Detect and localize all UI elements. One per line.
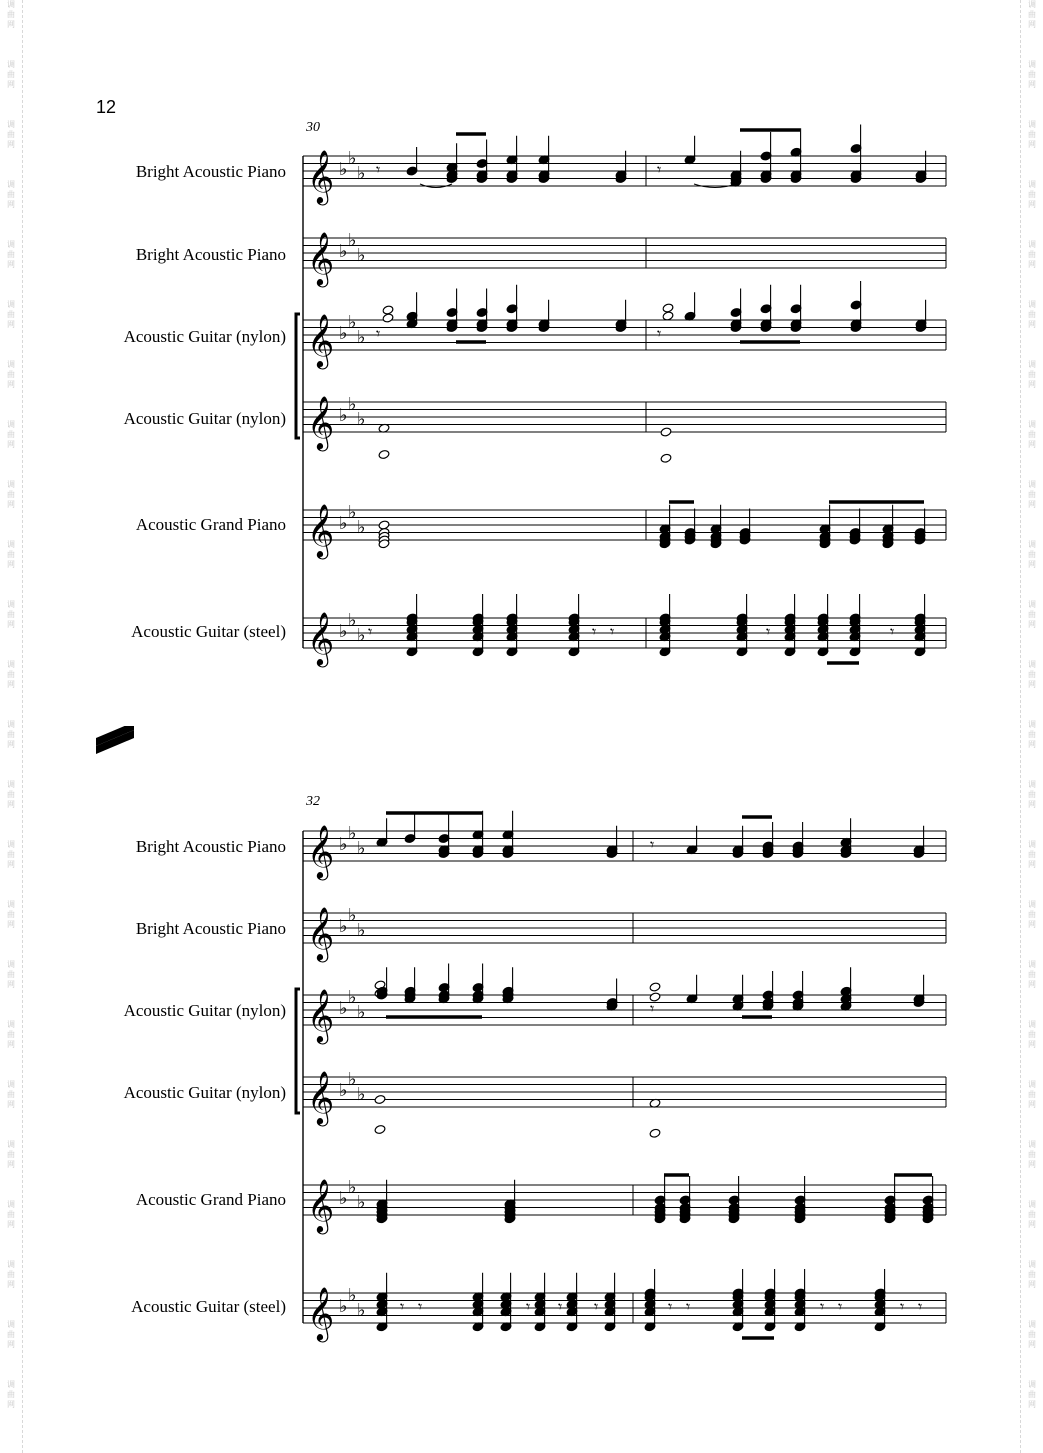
note-head	[660, 427, 672, 437]
instrument-name: Acoustic Guitar (steel)	[131, 1297, 286, 1316]
instrument-name: Acoustic Guitar (nylon)	[123, 409, 286, 428]
eighth-rest: 𝄾	[918, 1296, 923, 1316]
instrument-name: Bright Acoustic Piano	[135, 837, 286, 856]
instrument-name: Bright Acoustic Piano	[135, 245, 286, 264]
flat-sign: ♭	[348, 311, 357, 333]
eighth-rest: 𝄾	[766, 621, 771, 641]
eighth-rest: 𝄾	[838, 1296, 843, 1316]
flat-sign: ♭	[339, 1296, 348, 1317]
instrument-name: Acoustic Guitar (nylon)	[123, 1001, 286, 1020]
eighth-rest: 𝄾	[400, 1296, 405, 1316]
flat-sign: ♭	[339, 1188, 348, 1209]
treble-clef: 𝄞	[307, 1178, 335, 1232]
flat-sign: ♭	[348, 501, 357, 523]
treble-clef: 𝄞	[307, 1070, 335, 1124]
eighth-rest: 𝄾	[900, 1296, 905, 1316]
eighth-rest: 𝄾	[610, 621, 615, 641]
right-watermark-strip: 调 曲 网 调 曲 网 调 曲 网 调 曲 网 调 曲 网 调 曲 网 调 曲 网 调 曲 网 调 曲 网 调 曲 网 调 曲 网 调 曲 网 调 曲 网 调 曲 网 调 曲 网 调 曲 网 调 曲 网 调 曲 网 调 曲 网 调 曲 网 调 曲 网 调 曲 网 调 曲 网 调 曲 网	[1020, 0, 1043, 1453]
eighth-rest: 𝄾	[650, 834, 655, 854]
flat-sign: ♭	[348, 147, 357, 169]
flat-sign: ♭	[348, 1068, 357, 1090]
flat-sign: ♭	[339, 1080, 348, 1101]
flat-sign: ♭	[357, 1191, 366, 1213]
instrument-name: Acoustic Guitar (nylon)	[123, 1083, 286, 1102]
eighth-rest: 𝄾	[820, 1296, 825, 1316]
flat-sign: ♭	[348, 904, 357, 926]
flat-sign: ♭	[348, 229, 357, 251]
treble-clef: 𝄞	[307, 906, 335, 960]
treble-clef: 𝄞	[307, 1286, 335, 1340]
instrument-name: Bright Acoustic Piano	[135, 919, 286, 938]
eighth-rest: 𝄾	[376, 159, 381, 179]
flat-sign: ♭	[339, 834, 348, 855]
eighth-rest: 𝄾	[657, 159, 662, 179]
treble-clef: 𝄞	[307, 988, 335, 1042]
treble-clef: 𝄞	[307, 149, 335, 203]
flat-sign: ♭	[357, 408, 366, 430]
flat-sign: ♭	[357, 162, 366, 184]
flat-sign: ♭	[357, 624, 366, 646]
flat-sign: ♭	[357, 244, 366, 266]
measure-number: 30	[306, 120, 320, 135]
flat-sign: ♭	[348, 609, 357, 631]
flat-sign: ♭	[339, 159, 348, 180]
eighth-rest: 𝄾	[890, 621, 895, 641]
flat-sign: ♭	[357, 326, 366, 348]
eighth-rest: 𝄾	[418, 1296, 423, 1316]
flat-sign: ♭	[348, 822, 357, 844]
eighth-rest: 𝄾	[657, 323, 662, 343]
flat-sign: ♭	[339, 513, 348, 534]
flat-sign: ♭	[348, 1284, 357, 1306]
treble-clef: 𝄞	[307, 611, 335, 665]
measure-number: 32	[306, 794, 320, 809]
note-head	[378, 449, 390, 459]
staff-bracket	[296, 314, 300, 438]
treble-clef: 𝄞	[307, 503, 335, 557]
flat-sign: ♭	[348, 1176, 357, 1198]
staff-bracket	[296, 989, 300, 1113]
eighth-rest: 𝄾	[650, 998, 655, 1018]
eighth-rest: 𝄾	[526, 1296, 531, 1316]
flat-sign: ♭	[339, 916, 348, 937]
note-head	[382, 313, 394, 323]
instrument-name: Acoustic Guitar (nylon)	[123, 327, 286, 346]
flat-sign: ♭	[339, 998, 348, 1019]
flat-sign: ♭	[339, 405, 348, 426]
note-head	[662, 303, 674, 313]
flat-sign: ♭	[357, 837, 366, 859]
eighth-rest: 𝄾	[668, 1296, 673, 1316]
flat-sign: ♭	[348, 393, 357, 415]
note-head	[382, 305, 394, 315]
flat-sign: ♭	[357, 919, 366, 941]
flat-sign: ♭	[339, 621, 348, 642]
eighth-rest: 𝄾	[686, 1296, 691, 1316]
flat-sign: ♭	[348, 986, 357, 1008]
flat-sign: ♭	[357, 516, 366, 538]
eighth-rest: 𝄾	[594, 1296, 599, 1316]
treble-clef: 𝄞	[307, 824, 335, 878]
flat-sign: ♭	[357, 1299, 366, 1321]
note-head	[649, 1128, 661, 1138]
treble-clef: 𝄞	[307, 395, 335, 449]
left-watermark-strip: 调 曲 网 调 曲 网 调 曲 网 调 曲 网 调 曲 网 调 曲 网 调 曲 网 调 曲 网 调 曲 网 调 曲 网 调 曲 网 调 曲 网 调 曲 网 调 曲 网 调 曲 网 调 曲 网 调 曲 网 调 曲 网 调 曲 网 调 曲 网 调 曲 网 调 曲 网 调 曲 网 调 曲 网	[0, 0, 23, 1453]
treble-clef: 𝄞	[307, 313, 335, 367]
eighth-rest: 𝄾	[368, 621, 373, 641]
eighth-rest: 𝄾	[592, 621, 597, 641]
page-number: 12	[96, 97, 117, 117]
eighth-rest: 𝄾	[558, 1296, 563, 1316]
flat-sign: ♭	[339, 241, 348, 262]
flat-sign: ♭	[357, 1001, 366, 1023]
flat-sign: ♭	[339, 323, 348, 344]
note-head	[649, 982, 661, 992]
treble-clef: 𝄞	[307, 231, 335, 285]
eighth-rest: 𝄾	[376, 323, 381, 343]
note-head	[660, 453, 672, 463]
instrument-name: Acoustic Grand Piano	[135, 515, 286, 534]
instrument-name: Acoustic Guitar (steel)	[131, 622, 286, 641]
flat-sign: ♭	[357, 1083, 366, 1105]
instrument-name: Bright Acoustic Piano	[135, 162, 286, 181]
note-head	[374, 1094, 386, 1104]
note-head	[374, 1124, 386, 1134]
instrument-name: Acoustic Grand Piano	[135, 1190, 286, 1209]
